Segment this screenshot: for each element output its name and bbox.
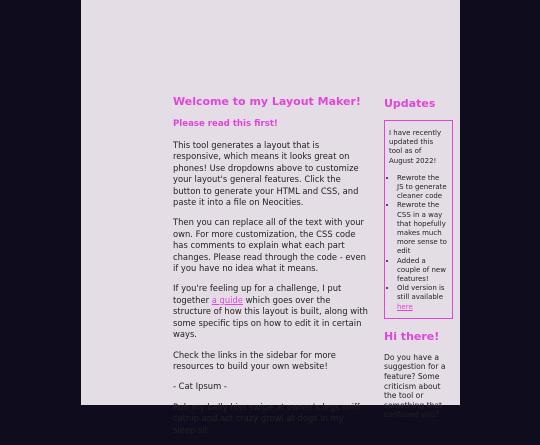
customize-paragraph: Then you can replace all of the text with your own. For more customization, the CSS code has comments to explain what each part changes. Please read through the code - even if you have no idea what it means. bbox=[173, 217, 366, 274]
list-item bbox=[397, 284, 448, 312]
updates-list bbox=[389, 174, 448, 312]
updates-intro: I have recently updated this tool as of August 2022! bbox=[389, 129, 442, 165]
updates-box bbox=[384, 120, 453, 319]
guide-text-after: which goes over the structure of how this layout is built, along with some specific tips on how to edit it in certain ways. bbox=[173, 294, 368, 340]
guide-text-before: If you're feeling up for a challenge, I put together bbox=[173, 283, 342, 305]
updates-heading: Updates bbox=[384, 97, 436, 110]
page-title: Welcome to my Layout Maker! bbox=[173, 95, 361, 108]
list-item: • Rewrote the CSS in a way that hopefully makes much more sense to edit bbox=[397, 201, 448, 256]
list-item: • Rewrote the JS to generate cleaner code bbox=[397, 174, 448, 202]
sidebar bbox=[384, 97, 454, 420]
old-version-link[interactable]: here bbox=[397, 302, 413, 311]
guide-link[interactable]: a guide bbox=[211, 294, 243, 305]
signature-text: - Cat Ipsum - bbox=[173, 381, 227, 392]
page-container bbox=[81, 0, 460, 435]
resources-paragraph: Check the links in the sidebar for more resources to build your own website! bbox=[173, 349, 336, 371]
read-first-heading: Please read this first! bbox=[173, 119, 278, 129]
hi-there-text: Do you have a suggestion for a feature? Some criticism about the tool or something that confused you? bbox=[384, 352, 446, 420]
guide-paragraph bbox=[173, 283, 368, 340]
main-content bbox=[173, 95, 368, 445]
list-item: • Added a couple of new features! bbox=[397, 257, 448, 285]
old-version-text: Old version is still available bbox=[397, 284, 445, 302]
cat-ipsum-paragraph: Rub my belly hiss swipe at owner's legs sniff catnip and act crazy growl at dogs in my sleep sit bbox=[173, 401, 360, 435]
intro-paragraph: This tool generates a layout that is responsive, which means it looks great on phones! Use dropdowns above to customize your layout's general features. Click the button to generate your HTML and CSS, and paste it into a file on Neocities. bbox=[173, 140, 359, 208]
hi-there-heading: Hi there! bbox=[384, 329, 440, 343]
